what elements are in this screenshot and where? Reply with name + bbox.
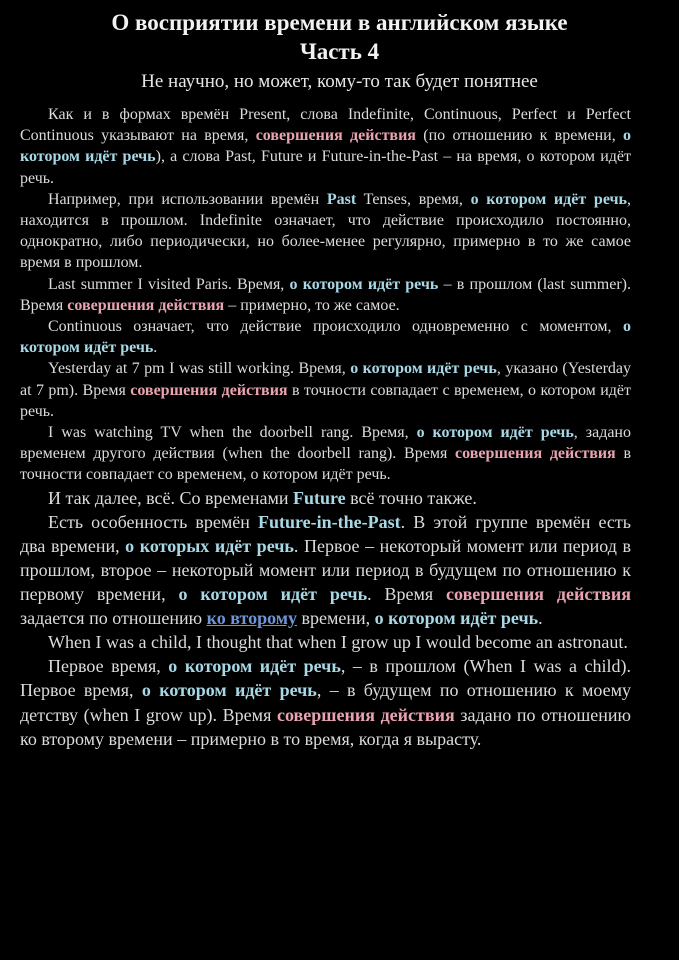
reference-time-highlight: Future-in-the-Past (257, 511, 401, 532)
text-run: Есть особенность времён (48, 511, 258, 532)
reference-time-highlight: о котором идёт речь (416, 424, 574, 442)
action-time-highlight: совершения действия (446, 584, 631, 605)
text-run: в точности совпадает с временем, о котором идёт речь. (20, 381, 632, 420)
text-run: Tenses, время, (356, 190, 471, 208)
text-run: ), а слова Past, Future и Future-in-the-Past – на время, о котором идёт речь. (20, 148, 632, 187)
action-time-highlight: совершения действия (255, 127, 416, 145)
text-run: Первое время, (48, 656, 169, 677)
text-run: задается по отношению (20, 608, 207, 629)
text-run: – примерно, то же самое. (224, 296, 400, 314)
action-time-highlight: совершения действия (130, 381, 288, 399)
reference-time-highlight: о котором идёт речь (141, 680, 317, 701)
reference-time-highlight: о котором идёт речь (20, 127, 632, 166)
paragraph (20, 630, 631, 654)
text-run: Как и в формах времён Present, слова Indefinite, Continuous, Perfect и Perfect Continuous указывают на время, (20, 106, 631, 145)
text-run: , задано временем другого действия (when the doorbell rang). Время (20, 424, 631, 463)
paragraph (20, 358, 631, 422)
text-run: всё точно также. (345, 487, 477, 508)
link-text[interactable]: ко второму (206, 608, 298, 629)
title-line-2: Часть 4 (299, 39, 380, 64)
subtitle: Не научно, но может, кому-то так будет понятнее (141, 71, 538, 92)
text-run: . В этой группе времён есть два времени, (20, 511, 631, 556)
reference-time-highlight: о котором идёт речь (20, 318, 631, 357)
body-text-section-1 (20, 104, 631, 486)
text-run: задано по отношению ко второму времени – примерно в то время, когда я вырасту. (20, 704, 631, 749)
text-run: И так далее, всё. Со временами (48, 487, 293, 508)
text-run: времени, (297, 608, 375, 629)
paragraph (20, 104, 631, 189)
text-run: Yesterday at 7 pm I was still working. Время, (48, 360, 351, 378)
paragraph (20, 274, 631, 316)
paragraph (20, 486, 631, 510)
paragraph (20, 510, 631, 630)
paragraph (20, 316, 631, 358)
title-line-1: О восприятии времени в английском языке (111, 10, 568, 35)
action-time-highlight: совершения действия (455, 445, 616, 463)
paragraph (20, 189, 631, 274)
text-run: Last summer I visited Paris. Время, (48, 275, 290, 293)
text-run: , указано (Yesterday at 7 pm). Время (20, 360, 632, 399)
text-run: в точности совпадает со временем, о котором идёт речь. (20, 445, 632, 484)
text-run: , – в будущем по отношению к моему детству (when I grow up). Время (20, 680, 631, 725)
text-run: . Время (367, 584, 447, 605)
text-run: Например, при использовании времён (48, 190, 327, 208)
reference-time-highlight: о котором идёт речь (168, 656, 341, 677)
reference-time-highlight: Past (326, 190, 357, 208)
text-run: . Первое – некоторый момент или период в прошлом, второе – некоторый момент или период в будущем по отношению к первому времени, (20, 535, 631, 605)
reference-time-highlight: о котором идёт речь (350, 360, 497, 378)
text-run: , – в прошлом (When I was a child). Первое время, (20, 656, 632, 701)
paragraph (20, 654, 631, 750)
text-run: Continuous означает, что действие происходило одновременно с моментом, (48, 318, 623, 336)
text-run: When I was a child, I thought that when I grow up I would become an astronaut. (48, 632, 628, 653)
reference-time-highlight: о которых идёт речь (125, 535, 294, 556)
paragraph (20, 422, 631, 486)
body-text-section-2 (20, 486, 631, 751)
reference-time-highlight: Future (292, 487, 346, 508)
title (48, 8, 631, 66)
text-run: . (153, 339, 158, 357)
reference-time-highlight: о котором идёт речь (289, 275, 439, 293)
text-run: I was watching TV when the doorbell rang. Время, (48, 424, 417, 442)
reference-time-highlight: о котором идёт речь (470, 190, 628, 208)
text-run: , находится в прошлом. Indefinite означает, что действие происходило постоянно, однократно, либо периодически, но более-менее регулярно, примерно в то же самое время в прошлом. (20, 190, 632, 272)
reference-time-highlight: о котором идёт речь (178, 584, 368, 605)
text-run: – в прошлом (last summer). Время (20, 275, 631, 314)
reference-time-highlight: о котором идёт речь (374, 608, 539, 629)
action-time-highlight: совершения действия (277, 704, 455, 725)
text-run: . (538, 608, 543, 629)
text-run: (по отношению к времени, (415, 127, 624, 145)
action-time-highlight: совершения действия (67, 296, 225, 314)
